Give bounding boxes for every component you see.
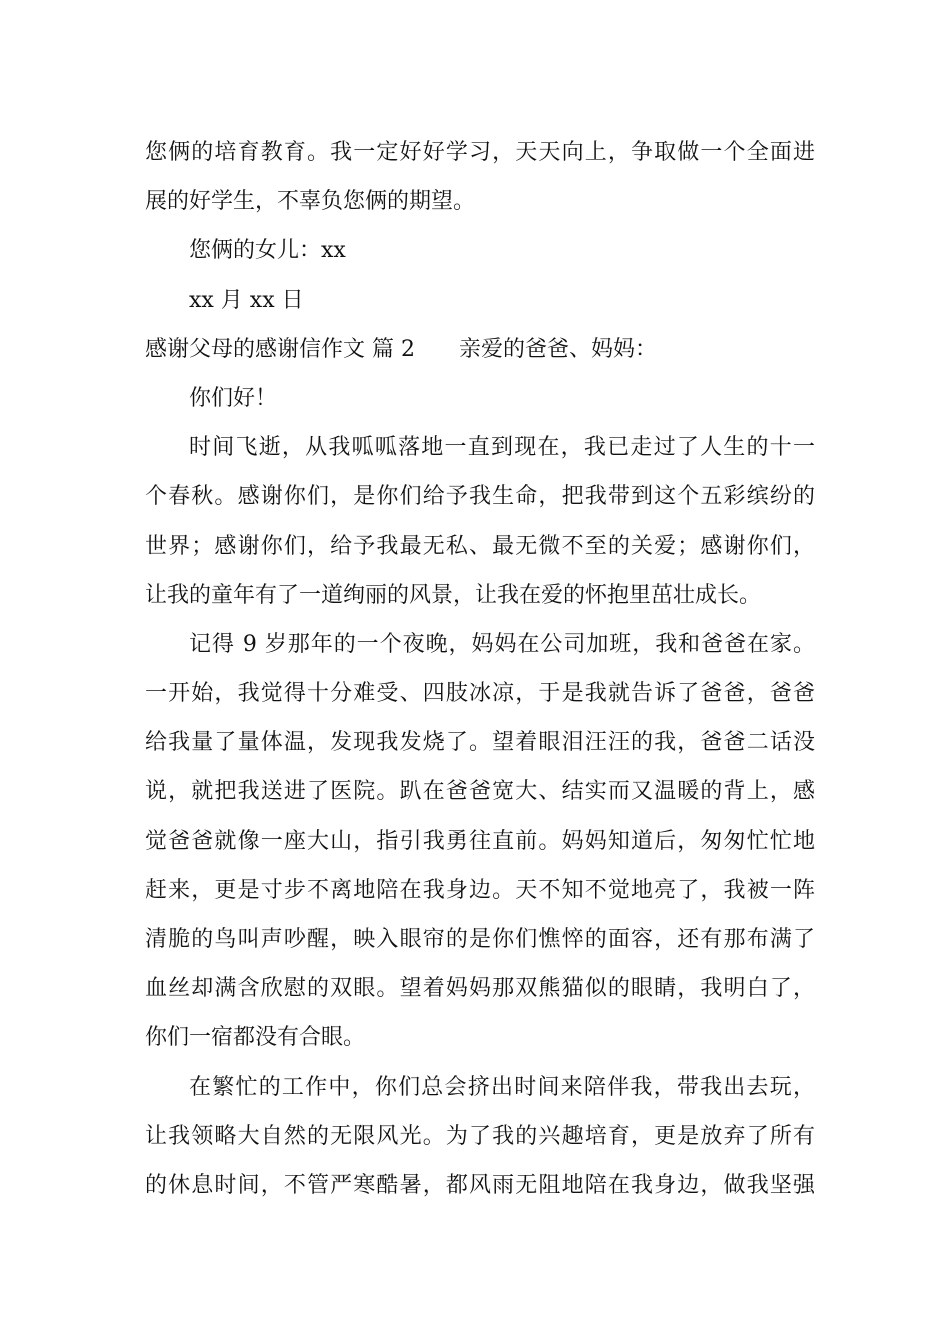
paragraph-line: 记得 9 岁那年的一个夜晚，妈妈在公司加班，我和爸爸在家。 — [189, 631, 815, 657]
paragraph-line: 觉爸爸就像一座大山，指引我勇往直前。妈妈知道后，匆匆忙忙地 — [145, 828, 815, 854]
paragraph-line: 说，就把我送进了医院。趴在爸爸宽大、结实而又温暖的背上，感 — [145, 779, 815, 805]
paragraph — [145, 1063, 815, 1211]
paragraph-line: 让我领略大自然的无限风光。为了我的兴趣培育，更是放弃了所有 — [145, 1123, 815, 1149]
continuation-line: 您俩的培育教育。我一定好好学习，天天向上，争取做一个全面进 — [145, 140, 815, 165]
paragraph-line: 世界；感谢你们，给予我最无私、最无微不至的关爱；感谢你们， — [145, 533, 815, 559]
paragraph-line: 时间飞逝，从我呱呱落地一直到现在，我已走过了人生的十一 — [189, 435, 815, 461]
signature: 您俩的女儿：xx — [189, 238, 346, 264]
paragraph-line: 你们一宿都没有合眼。 — [145, 1025, 366, 1051]
salutation: 亲爱的爸爸、妈妈： — [458, 336, 657, 362]
paragraph-line: 一开始，我觉得十分难受、四肢冰凉，于是我就告诉了爸爸，爸爸 — [145, 681, 815, 707]
paragraph — [145, 423, 815, 620]
continuation-line: 展的好学生，不辜负您俩的期望。 — [145, 189, 476, 215]
paragraph-line: 在繁忙的工作中，你们总会挤出时间来陪伴我，带我出去玩， — [189, 1074, 815, 1100]
article-heading-row — [145, 325, 815, 374]
paragraph-line: 让我的童年有了一道绚丽的风景，让我在爱的怀抱里茁壮成长。 — [145, 582, 762, 608]
paragraph-line: 赶来，更是寸步不离地陪在我身边。天不知不觉地亮了，我被一阵 — [145, 877, 815, 903]
paragraph-line: 的休息时间，不管严寒酷暑，都风雨无阻地陪在我身边，做我坚强 — [145, 1172, 815, 1198]
paragraph — [145, 620, 815, 1063]
article-title: 感谢父母的感谢信作文 篇 2 — [145, 336, 415, 362]
greeting: 你们好！ — [189, 385, 278, 411]
paragraph-line: 血丝却满含欣慰的双眼。望着妈妈那双熊猫似的眼睛，我明白了， — [145, 976, 815, 1002]
paragraph-line: 清脆的鸟叫声吵醒，映入眼帘的是你们憔悴的面容，还有那布满了 — [145, 927, 815, 952]
paragraph-line: 个春秋。感谢你们，是你们给予我生命，把我带到这个五彩缤纷的 — [145, 484, 815, 510]
letter-date: xx 月 xx 日 — [189, 287, 304, 313]
paragraph-line: 给我量了量体温，发现我发烧了。望着眼泪汪汪的我，爸爸二话没 — [145, 730, 815, 756]
document-body — [145, 128, 815, 1210]
